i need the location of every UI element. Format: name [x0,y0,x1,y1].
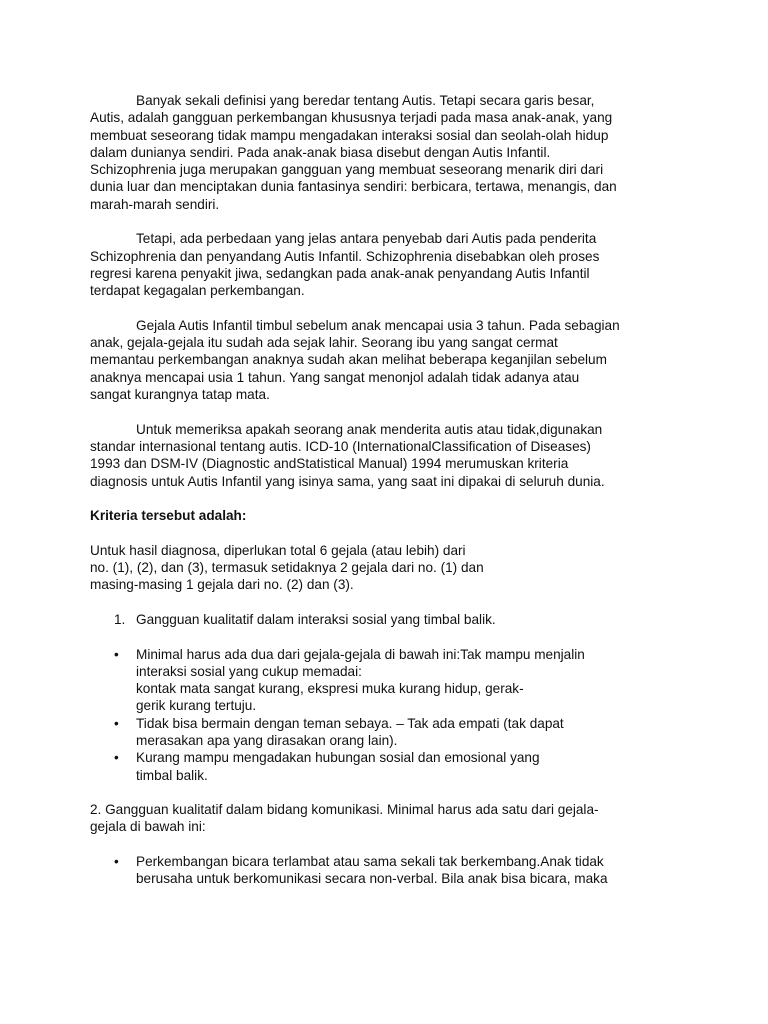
text-line: Untuk hasil diagnosa, diperlukan total 6 gejala (atau lebih) dari [90,542,466,558]
text-line: Gejala Autis Infantil timbul sebelum anak mencapai usia 3 tahun. Pada sebagian [136,317,620,333]
text-line: Kurang mampu mengadakan hubungan sosial dan emosional yang [136,750,540,766]
text-line: kontak mata sangat kurang, ekspresi muka kurang hidup, gerak- [136,681,524,697]
document-page [90,92,680,905]
list-number: 1. [114,611,126,627]
list-item [90,646,680,715]
text-line: Tidak bisa bermain dengan teman sebaya. – Tak ada empati (tak dapat [136,715,564,731]
bullet-icon: • [114,646,119,662]
bullet-list-komunikasi [90,853,680,888]
paragraph-perbedaan-penyebab [90,230,680,299]
text-line: Schizophrenia dan penyandang Autis Infantil. Schizophrenia disebabkan oleh proses [90,248,600,264]
text-line: regresi karena penyakit jiwa, sedangkan pada anak-anak penyandang Autis Infantil [90,265,590,281]
text-line: timbal balik. [136,767,208,783]
text-line: merasakan apa yang dirasakan orang lain). [136,732,398,748]
text-line: anak, gejala-gejala itu sudah ada sejak lahir. Seorang ibu yang sangat cermat [90,335,558,351]
text-line: 2. Gangguan kualitatif dalam bidang komunikasi. Minimal harus ada satu dari gejala- [90,802,599,818]
text-line: terdapat kegagalan perkembangan. [90,283,305,299]
text-line: masing-masing 1 gejala dari no. (2) dan (3). [90,577,354,593]
bullet-icon: • [114,854,119,870]
text-line: no. (1), (2), dan (3), termasuk setidaknya 2 gejala dari no. (1) dan [90,560,484,576]
paragraph-standar-internasional [90,421,680,490]
text-line: interaksi sosial yang cukup memadai: [136,663,362,679]
text-line: Schizophrenia juga merupakan gangguan yang membuat seseorang menarik diri dari [90,162,604,178]
paragraph-gejala-autis [90,317,680,403]
text-line: Banyak sekali definisi yang beredar tentang Autis. Tetapi secara garis besar, [136,93,595,108]
text-line: memantau perkembangan anaknya sudah akan melihat beberapa keganjilan sebelum [90,352,607,368]
text-line: dalam dunianya sendiri. Pada anak-anak biasa disebut dengan Autis Infantil. [90,144,551,160]
text-line: marah-marah sendiri. [90,196,220,212]
bullet-icon: • [114,715,119,731]
text-line: 1993 dan DSM-IV (Diagnostic andStatistical Manual) 1994 merumuskan kriteria [90,456,569,472]
text-line: Gangguan kualitatif dalam interaksi sosial yang timbal balik. [136,611,496,627]
text-line: berusaha untuk berkomunikasi secara non-verbal. Bila anak bisa bicara, maka [136,871,608,887]
numbered-item-1 [90,611,680,628]
list-item [90,749,680,784]
text-line: Minimal harus ada dua dari gejala-gejala di bawah ini:Tak mampu menjalin [136,646,585,662]
text-line: Untuk memeriksa apakah seorang anak menderita autis atau tidak,digunakan [136,421,603,437]
text-line: Perkembangan bicara terlambat atau sama sekali tak berkembang.Anak tidak [136,854,604,870]
text-line: dunia luar dan menciptakan dunia fantasinya sendiri: berbicara, tertawa, menangis, dan [90,179,617,195]
text-line: diagnosis untuk Autis Infantil yang isinya sama, yang saat ini dipakai di seluruh dunia. [90,473,605,489]
section-heading: Kriteria tersebut adalah: [90,508,247,524]
criteria-intro [90,542,680,594]
text-line: membuat seseorang tidak mampu mengadakan interaksi sosial dan seolah-olah hidup [90,127,609,143]
text-line: anaknya mencapai usia 1 tahun. Yang sangat menonjol adalah tidak adanya atau [90,369,580,385]
list-item [90,853,680,888]
text-line: sangat kurangnya tatap mata. [90,387,270,403]
list-item [90,715,680,750]
text-line: Tetapi, ada perbedaan yang jelas antara penyebab dari Autis pada penderita [136,231,597,247]
text-line: gejala di bawah ini: [90,819,206,835]
text-line: standar internasional tentang autis. ICD-10 (InternationalClassification of Diseases) [90,438,591,454]
bullet-icon: • [114,750,119,766]
text-line: gerik kurang tertuju. [136,698,257,714]
paragraph-definisi-autis [90,92,680,213]
text-line: Autis, adalah gangguan perkembangan khususnya terjadi pada masa anak-anak, yang [90,110,613,126]
numbered-item-2 [90,801,680,836]
bullet-list-interaksi-sosial [90,646,680,784]
